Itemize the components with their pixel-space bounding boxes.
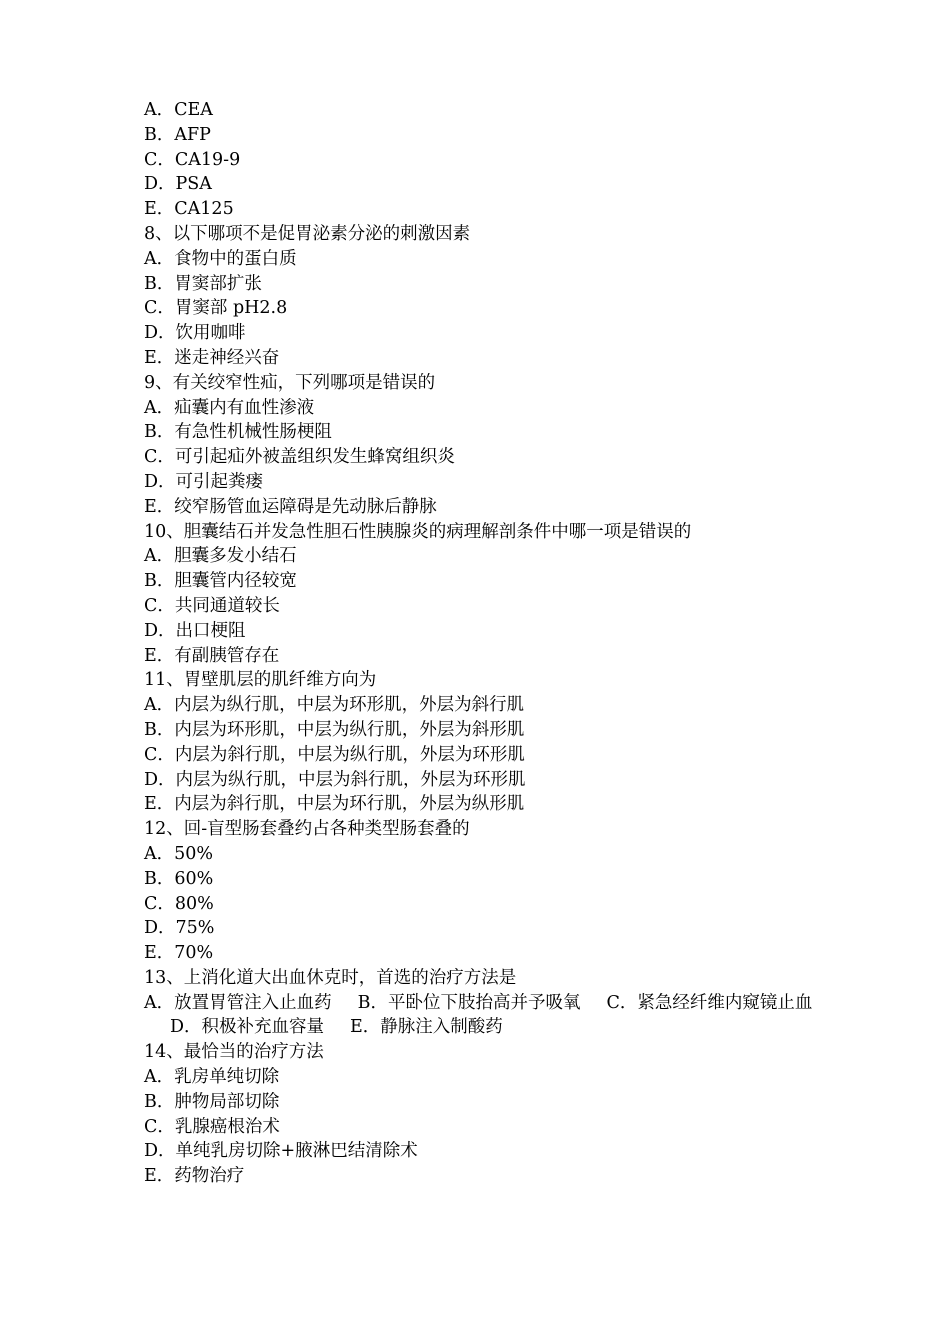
question-block-7-tail [144,98,824,222]
option-b: B．内层为环形肌，中层为纵行肌，外层为斜形肌 [144,719,525,740]
option-d: D．饮用咖啡 [144,323,246,344]
option-b: B．胃窦部扩张 [144,273,262,294]
option-e: E．药物治疗 [144,1166,245,1187]
option-d: D．75% [144,918,215,939]
option-c: C．紧急经纤维内窥镜止血 [606,992,813,1013]
question-block-11 [144,668,824,817]
option-b: B．有急性机械性肠梗阻 [144,422,332,443]
option-a: A．疝囊内有血性渗液 [144,397,315,418]
option-b: B．AFP [144,124,211,145]
question-block-14 [144,1040,824,1189]
option-e: E．70% [144,943,214,964]
question-text: 11、胃壁肌层的肌纤维方向为 [144,670,377,691]
option-e: E．静脉注入制酸药 [350,1017,503,1038]
option-b: B．平卧位下肢抬高并予吸氧 [357,992,581,1013]
option-a: A．食物中的蛋白质 [144,248,297,269]
option-d: D．积极补充血容量 [170,1017,325,1038]
option-c: C．胃窦部 pH2.8 [144,298,288,319]
option-d: D．内层为纵行肌，中层为斜行肌，外层为环形肌 [144,769,526,790]
option-e: E．有副胰管存在 [144,645,280,666]
question-text: 13、上消化道大出血休克时，首选的治疗方法是 [144,967,517,988]
option-e: E．绞窄肠管血运障碍是先动脉后静脉 [144,496,437,517]
option-d: D．单纯乳房切除+腋淋巴结清除术 [144,1141,418,1162]
option-b: B．肿物局部切除 [144,1091,280,1112]
question-text: 8、以下哪项不是促胃泌素分泌的刺激因素 [144,223,471,244]
option-c: C．可引起疝外被盖组织发生蜂窝组织炎 [144,447,455,468]
option-c: C．内层为斜行肌，中层为纵行肌，外层为环形肌 [144,744,525,765]
option-b: B．60% [144,868,214,889]
question-block-8 [144,222,824,371]
option-c: C．乳腺癌根治术 [144,1116,280,1137]
option-c: C．CA19-9 [144,149,241,170]
option-e: E．内层为斜行肌，中层为环行肌，外层为纵形肌 [144,794,525,815]
option-a: A．乳房单纯切除 [144,1067,280,1088]
option-c: C．80% [144,893,214,914]
option-c: C．共同通道较长 [144,595,280,616]
question-block-10 [144,520,824,669]
question-text: 12、回-盲型肠套叠约占各种类型肠套叠的 [144,819,470,840]
question-text: 10、胆囊结石并发急性胆石性胰腺炎的病理解剖条件中哪一项是错误的 [144,521,692,542]
option-a: A．内层为纵行肌，中层为环形肌，外层为斜行肌 [144,695,525,716]
option-d: D．PSA [144,174,212,195]
question-block-13 [144,966,824,1040]
option-a: A．放置胃管注入止血药 [144,992,332,1013]
question-block-12 [144,817,824,966]
option-a: A．胆囊多发小结石 [144,546,297,567]
option-a: A．50% [144,843,214,864]
inline-options [144,991,824,1041]
option-d: D．出口梗阻 [144,620,246,641]
question-text: 14、最恰当的治疗方法 [144,1042,324,1063]
option-a: A．CEA [144,100,213,120]
option-b: B．胆囊管内径较宽 [144,571,297,592]
question-text: 9、有关绞窄性疝，下列哪项是错误的 [144,372,436,393]
question-block-9 [144,371,824,520]
option-d: D．可引起粪瘘 [144,471,264,492]
document-page [144,98,824,1189]
option-e: E．迷走神经兴奋 [144,347,280,368]
option-e: E．CA125 [144,199,234,220]
